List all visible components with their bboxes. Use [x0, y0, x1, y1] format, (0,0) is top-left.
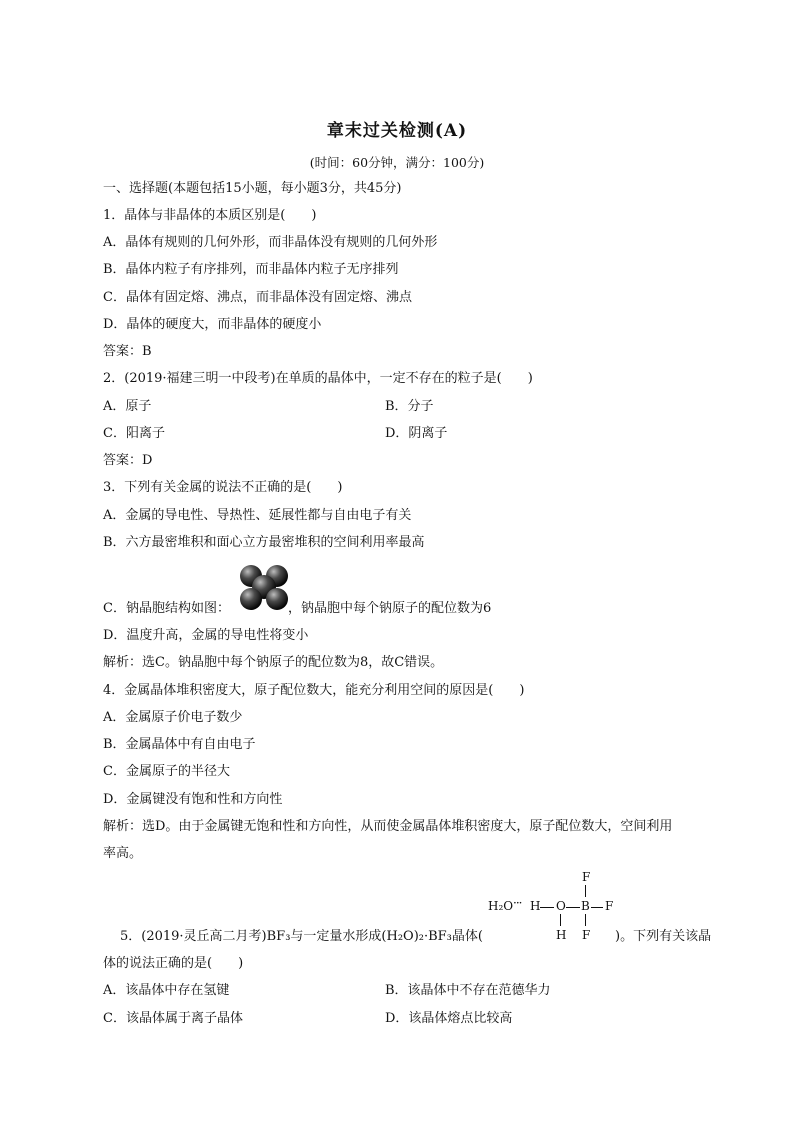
- q3-analysis: 解析：选C。钠晶胞中每个钠原子的配位数为8，故C错误。: [103, 655, 444, 670]
- structure-h: H: [530, 899, 541, 913]
- structure-b: B: [581, 899, 590, 913]
- bond-o-h: [560, 914, 561, 926]
- q3-option-b: B．六方最密堆积和面心立方最密堆积的空间利用率最高: [103, 535, 425, 550]
- q5-option-c: C．该晶体属于离子晶体: [103, 1011, 243, 1026]
- q4-option-d: D．金属键没有饱和性和方向性: [103, 792, 283, 807]
- q5-stem-line1-end: )。下列有关该晶: [615, 929, 712, 944]
- structure-h2o: H₂O: [488, 899, 514, 913]
- q3-option-c-suffix: ，钠晶胞中每个钠原子的配位数为6: [287, 601, 492, 616]
- page-subtitle: (时间：60分钟，满分：100分): [309, 155, 485, 170]
- q3-option-a: A．金属的导电性、导热性、延展性都与自由电子有关: [103, 508, 412, 523]
- q5-option-a: A．该晶体中存在氢键: [103, 983, 230, 998]
- q2-option-c: C．阳离子: [103, 426, 165, 441]
- q5-option-d: D．该晶体熔点比较高: [385, 1011, 513, 1026]
- q3-stem: 3．下列有关金属的说法不正确的是( ): [103, 480, 343, 495]
- structure-f-top: F: [582, 870, 591, 884]
- structure-f-bottom: F: [582, 928, 591, 942]
- q1-option-d: D．晶体的硬度大，而非晶体的硬度小: [103, 317, 322, 332]
- structure-h-bottom: H: [556, 928, 567, 942]
- q1-answer: 答案：B: [103, 344, 152, 359]
- structure-f-right: F: [605, 899, 614, 913]
- structure-hbond-dots: ···: [513, 896, 522, 910]
- q3-option-c-prefix: C．钠晶胞结构如图：: [103, 601, 230, 616]
- q4-option-b: B．金属晶体中有自由电子: [103, 737, 256, 752]
- q3-option-c: [103, 600, 491, 618]
- q2-answer: 答案：D: [103, 453, 153, 468]
- bond-h-o: [540, 907, 554, 908]
- q2-option-b: B．分子: [385, 399, 434, 414]
- q2-option-d: D．阴离子: [385, 426, 448, 441]
- section-heading: 一、选择题(本题包括15小题，每小题3分，共45分): [103, 181, 402, 196]
- q5-stem-line1: 5．(2019·灵丘高二月考)BF₃与一定量水形成(H₂O)₂·BF₃晶体(: [120, 929, 483, 944]
- page-title: 章末过关检测(A): [326, 121, 468, 141]
- sodium-unit-cell-image: [237, 564, 293, 612]
- q4-stem: 4．金属晶体堆积密度大，原子配位数大，能充分利用空间的原因是( ): [103, 683, 525, 698]
- bond-b-f-right: [591, 907, 603, 908]
- q2-stem: 2．(2019·福建三明一中段考)在单质的晶体中，一定不存在的粒子是( ): [103, 371, 533, 386]
- q1-option-a: A．晶体有规则的几何外形，而非晶体没有规则的几何外形: [103, 235, 438, 250]
- bf3-water-structure: [488, 870, 618, 946]
- q4-analysis-line2: 率高。: [103, 846, 143, 861]
- q1-stem: 1．晶体与非晶体的本质区别是( ): [103, 208, 317, 223]
- q2-option-a: A．原子: [103, 399, 152, 414]
- q4-option-a: A．金属原子价电子数少: [103, 710, 243, 725]
- q5-stem-line2: 体的说法正确的是( ): [103, 956, 244, 971]
- q4-analysis-line1: 解析：选D。由于金属键无饱和性和方向性，从而使金属晶体堆积密度大，原子配位数大，空间利用: [103, 819, 673, 834]
- q1-option-c: C．晶体有固定熔、沸点，而非晶体没有固定熔、沸点: [103, 290, 412, 305]
- q3-option-d: D．温度升高，金属的导电性将变小: [103, 628, 309, 643]
- bond-b-f-top: [585, 885, 586, 897]
- bond-b-f-bottom: [585, 914, 586, 926]
- q5-option-b: B．该晶体中不存在范德华力: [385, 983, 551, 998]
- structure-o: O: [556, 899, 566, 913]
- bond-o-b: [566, 907, 580, 908]
- q4-option-c: C．金属原子的半径大: [103, 764, 230, 779]
- q1-option-b: B．晶体内粒子有序排列，而非晶体内粒子无序排列: [103, 262, 399, 277]
